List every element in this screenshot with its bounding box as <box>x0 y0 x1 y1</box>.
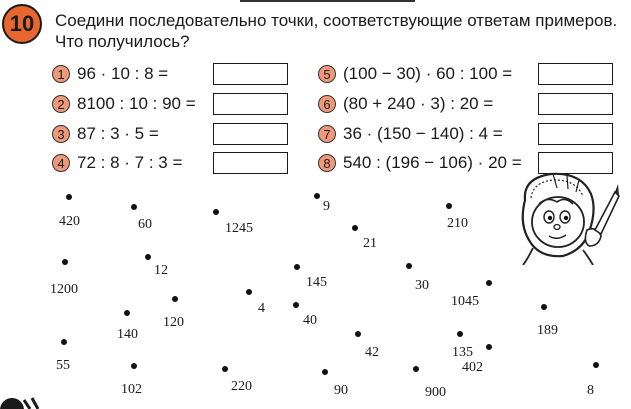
top-rule <box>240 0 415 2</box>
example-number: 6 <box>318 95 336 113</box>
example-8 <box>318 151 522 175</box>
example-number: 3 <box>52 125 70 143</box>
example-number: 4 <box>52 154 70 172</box>
page-corner-ornament <box>0 390 40 409</box>
point-label: 8 <box>587 383 594 398</box>
example-2 <box>52 92 196 116</box>
point-label: 402 <box>462 360 483 375</box>
example-number: 8 <box>318 154 336 172</box>
point-dot[interactable] <box>62 259 68 265</box>
point-dot[interactable] <box>222 366 228 372</box>
example-5 <box>318 62 512 86</box>
point-dot[interactable] <box>66 194 72 200</box>
point-dot[interactable] <box>446 203 452 209</box>
point-dot[interactable] <box>61 339 67 345</box>
point-dot[interactable] <box>213 209 219 215</box>
point-label: 210 <box>447 216 468 231</box>
point-label: 12 <box>154 263 168 278</box>
point-label: 189 <box>537 323 558 338</box>
example-7 <box>318 122 503 146</box>
point-dot[interactable] <box>413 366 419 372</box>
point-label: 55 <box>56 358 70 373</box>
point-label: 21 <box>363 236 377 251</box>
example-number: 2 <box>52 95 70 113</box>
answer-box-1[interactable] <box>213 63 288 85</box>
example-expression: (100 − 30) · 60 : 100 = <box>343 64 513 83</box>
point-label: 1200 <box>50 282 78 297</box>
point-label: 90 <box>334 383 348 398</box>
example-expression: 540 : (196 − 106) · 20 = <box>343 153 522 172</box>
example-expression: 72 : 8 · 7 : 3 = <box>77 153 183 172</box>
example-4 <box>52 151 182 175</box>
point-label: 120 <box>163 315 184 330</box>
point-dot[interactable] <box>314 193 320 199</box>
point-dot[interactable] <box>246 289 252 295</box>
point-dot[interactable] <box>593 362 599 368</box>
point-label: 60 <box>138 217 152 232</box>
point-dot[interactable] <box>294 264 300 270</box>
point-dot[interactable] <box>541 304 547 310</box>
point-dot[interactable] <box>352 225 358 231</box>
example-3 <box>52 122 159 146</box>
task-number-badge: 10 <box>2 4 42 44</box>
point-label: 900 <box>425 385 446 400</box>
point-dot[interactable] <box>355 331 361 337</box>
point-label: 220 <box>231 379 252 394</box>
answer-box-4[interactable] <box>213 152 288 174</box>
point-label: 135 <box>452 345 473 360</box>
boy-illustration <box>513 170 623 265</box>
point-label: 140 <box>117 327 138 342</box>
point-dot[interactable] <box>406 263 412 269</box>
point-label: 1245 <box>225 221 253 236</box>
point-label: 1045 <box>451 294 479 309</box>
example-1 <box>52 62 168 86</box>
point-dot[interactable] <box>145 254 151 260</box>
point-dot[interactable] <box>322 369 328 375</box>
point-label: 420 <box>59 214 80 229</box>
point-dot[interactable] <box>124 310 130 316</box>
point-dot[interactable] <box>293 302 299 308</box>
point-dot[interactable] <box>457 331 463 337</box>
task-text-line1: Соедини последовательно точки, соответствующие ответам примеров. <box>55 11 618 30</box>
example-expression: 96 · 10 : 8 = <box>77 64 169 83</box>
answer-box-5[interactable] <box>538 63 613 85</box>
example-number: 1 <box>52 65 70 83</box>
point-label: 42 <box>365 345 379 360</box>
answer-box-7[interactable] <box>538 123 613 145</box>
point-dot[interactable] <box>486 344 492 350</box>
point-dot[interactable] <box>131 204 137 210</box>
point-label: 4 <box>258 301 265 316</box>
example-6 <box>318 92 493 116</box>
example-number: 7 <box>318 125 336 143</box>
example-expression: 87 : 3 · 5 = <box>77 124 159 143</box>
point-label: 9 <box>323 199 330 214</box>
point-label: 145 <box>306 275 327 290</box>
example-expression: 36 · (150 − 140) : 4 = <box>343 124 503 143</box>
example-number: 5 <box>318 65 336 83</box>
answer-box-3[interactable] <box>213 123 288 145</box>
example-expression: 8100 : 10 : 90 = <box>77 94 196 113</box>
point-label: 30 <box>415 278 429 293</box>
point-label: 102 <box>121 382 142 397</box>
point-dot[interactable] <box>131 363 137 369</box>
point-dot[interactable] <box>486 280 492 286</box>
example-expression: (80 + 240 · 3) : 20 = <box>343 94 494 113</box>
point-label: 40 <box>303 313 317 328</box>
point-dot[interactable] <box>172 296 178 302</box>
task-text-line2: Что получилось? <box>55 32 190 51</box>
answer-box-2[interactable] <box>213 93 288 115</box>
answer-box-6[interactable] <box>538 93 613 115</box>
task-text <box>55 10 625 52</box>
